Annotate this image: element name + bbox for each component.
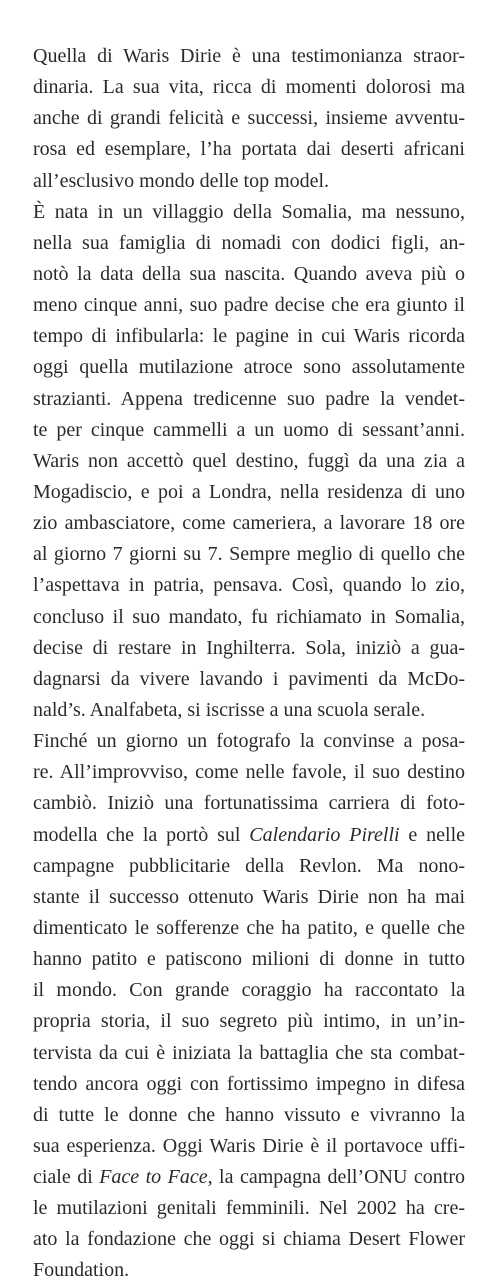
text-line bbox=[33, 197, 465, 228]
text-segment: tervista da cui è iniziata la battaglia che sta combat- bbox=[33, 1041, 465, 1064]
text-line bbox=[33, 166, 465, 197]
text-line bbox=[33, 352, 465, 383]
text-line bbox=[33, 944, 465, 975]
text-line bbox=[33, 913, 465, 944]
text-line bbox=[33, 851, 465, 882]
text-segment: campagne pubblicitarie della Revlon. Ma nono- bbox=[33, 854, 465, 877]
text-line bbox=[33, 508, 465, 539]
text-segment: il mondo. Con grande coraggio ha raccontato la bbox=[33, 979, 465, 1002]
text-line bbox=[33, 1162, 465, 1193]
text-line bbox=[33, 1255, 465, 1286]
text-segment: modella che la portò sul bbox=[33, 823, 250, 846]
text-line bbox=[33, 228, 465, 259]
text-segment: , la campagna dell’ONU contro bbox=[207, 1166, 465, 1189]
text-segment: nella sua famiglia di nomadi con dodici figli, an- bbox=[33, 231, 465, 254]
text-segment: tendo ancora oggi con fortissimo impegno in difesa bbox=[33, 1072, 465, 1095]
text-segment: Waris non accettò quel destino, fuggì da una zia a bbox=[33, 449, 465, 472]
text-line bbox=[33, 695, 465, 726]
italic-title: Calendario Pirelli bbox=[249, 823, 400, 846]
text-line bbox=[33, 134, 465, 165]
text-line bbox=[33, 1100, 465, 1131]
text-line bbox=[33, 602, 465, 633]
text-segment: all’esclusivo mondo delle top model. bbox=[33, 169, 330, 192]
text-line bbox=[33, 1131, 465, 1162]
text-line bbox=[33, 1069, 465, 1100]
text-segment: l’aspettava in patria, pensava. Così, quando lo zio, bbox=[33, 574, 465, 597]
text-line bbox=[33, 1006, 465, 1037]
text-segment: notò la data della sua nascita. Quando aveva più o bbox=[33, 262, 465, 285]
text-segment: anche di grandi felicità e successi, insieme avventu- bbox=[33, 107, 465, 130]
text-line bbox=[33, 477, 465, 508]
text-line bbox=[33, 1193, 465, 1224]
text-line bbox=[33, 290, 465, 321]
text-segment: Quella di Waris Dirie è una testimonianza straor- bbox=[33, 45, 465, 67]
text-segment: re. All’improvviso, come nelle favole, il suo destino bbox=[33, 761, 465, 784]
text-line bbox=[33, 446, 465, 477]
text-line bbox=[33, 1038, 465, 1069]
text-line bbox=[33, 72, 465, 103]
text-segment: strazianti. Appena tredicenne suo padre la vendet- bbox=[33, 387, 465, 410]
text-segment: dagnarsi da vivere lavando i pavimenti da McDo- bbox=[33, 667, 465, 690]
text-segment: zio ambasciatore, come cameriera, a lavorare 18 ore bbox=[33, 512, 465, 535]
text-line bbox=[33, 570, 465, 601]
text-segment: tempo di infibularla: le pagine in cui Waris ricorda bbox=[33, 325, 465, 348]
text-line bbox=[33, 41, 465, 72]
text-line bbox=[33, 321, 465, 352]
text-line bbox=[33, 664, 465, 695]
text-segment: di tutte le donne che hanno vissuto e vivranno la bbox=[33, 1103, 465, 1126]
text-segment: È nata in un villaggio della Somalia, ma nessuno, bbox=[33, 200, 465, 223]
text-segment: Finché un giorno un fotografo la convinse a posa- bbox=[33, 730, 465, 753]
text-segment: meno cinque anni, suo padre decise che era giunto il bbox=[33, 294, 465, 317]
text-segment: dimenticato le sofferenze che ha patito, e quelle che bbox=[33, 916, 465, 939]
text-line bbox=[33, 757, 465, 788]
text-segment: stante il successo ottenuto Waris Dirie non ha mai bbox=[33, 885, 465, 908]
text-line bbox=[33, 415, 465, 446]
text-segment: sua esperienza. Oggi Waris Dirie è il portavoce uffi- bbox=[33, 1134, 465, 1157]
text-line bbox=[33, 820, 465, 851]
italic-title: Face to Face bbox=[99, 1166, 208, 1189]
text-segment: nald’s. Analfabeta, si iscrisse a una scuola serale. bbox=[33, 698, 426, 721]
text-line bbox=[33, 975, 465, 1006]
text-segment: cambiò. Iniziò una fortunatissima carriera di foto- bbox=[33, 792, 465, 815]
text-segment: le mutilazioni genitali femminili. Nel 2002 ha cre- bbox=[33, 1197, 465, 1220]
text-segment: te per cinque cammelli a un uomo di sessant’anni. bbox=[33, 418, 465, 441]
text-line bbox=[33, 259, 465, 290]
text-line bbox=[33, 788, 465, 819]
text-segment: concluso il suo mandato, fu richiamato in Somalia, bbox=[33, 605, 465, 628]
text-segment: propria storia, il suo segreto più intimo, in un’in- bbox=[33, 1010, 465, 1033]
text-segment: hanno patito e patiscono milioni di donne in tutto bbox=[33, 948, 465, 971]
text-line bbox=[33, 1224, 465, 1255]
text-segment: dinaria. La sua vita, ricca di momenti dolorosi ma bbox=[33, 76, 465, 99]
text-segment: al giorno 7 giorni su 7. Sempre meglio di quello che bbox=[33, 543, 465, 566]
text-segment: rosa ed esemplare, l’ha portata dai deserti africani bbox=[33, 138, 465, 161]
text-line bbox=[33, 726, 465, 757]
text-segment: oggi quella mutilazione atroce sono assolutamente bbox=[33, 356, 465, 379]
text-segment: Mogadiscio, e poi a Londra, nella residenza di uno bbox=[33, 480, 465, 503]
text-segment: ciale di bbox=[33, 1166, 100, 1189]
text-line bbox=[33, 103, 465, 134]
text-segment: Foundation. bbox=[33, 1259, 130, 1282]
text-segment: decise di restare in Inghilterra. Sola, iniziò a gua- bbox=[33, 636, 465, 659]
text-segment: e nelle bbox=[399, 823, 465, 846]
text-line bbox=[33, 539, 465, 570]
text-line bbox=[33, 633, 465, 664]
text-segment: ato la fondazione che oggi si chiama Desert Flower bbox=[33, 1228, 465, 1251]
text-line bbox=[33, 882, 465, 913]
text-line bbox=[33, 384, 465, 415]
body-text bbox=[33, 41, 465, 1287]
